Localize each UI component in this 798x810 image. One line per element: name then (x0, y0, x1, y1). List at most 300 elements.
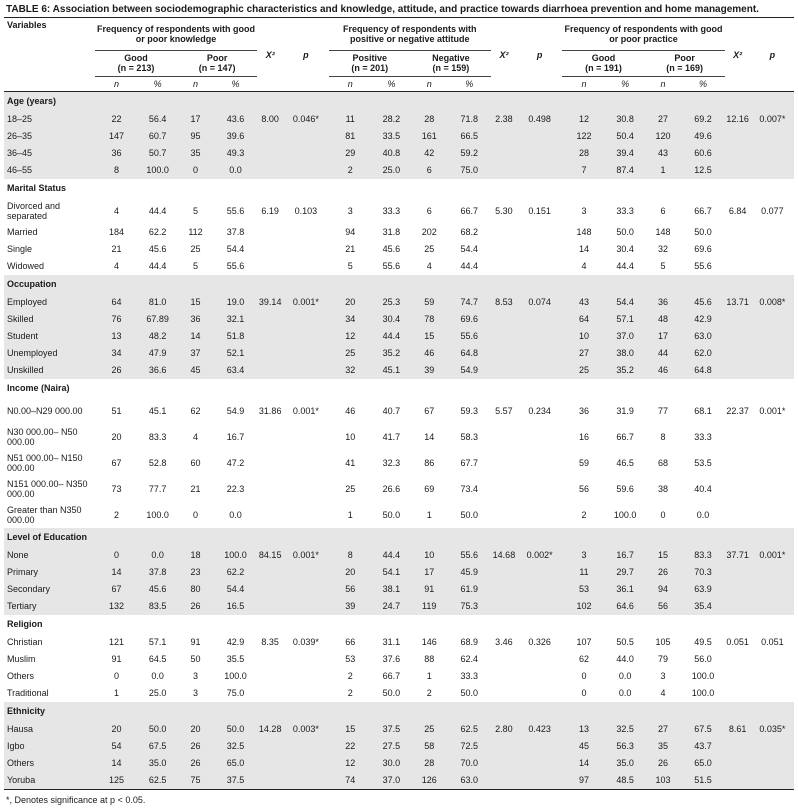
table-row (4, 547, 794, 564)
table-cell: 0 (114, 671, 120, 681)
table-cell: 46 (411, 345, 448, 362)
row-label: Skilled (4, 311, 95, 328)
table-cell: 0.002* (517, 547, 562, 564)
table-cell: 0.0 (214, 162, 257, 179)
table-cell: 36.1 (606, 581, 645, 598)
table-cell (517, 564, 562, 581)
table-cell: 17 (645, 328, 682, 345)
table-cell (517, 241, 562, 258)
table-cell: 1 (645, 162, 682, 179)
table-cell: 0.008* (751, 294, 794, 311)
table-cell: 21 (345, 244, 356, 254)
table-cell: 0.074 (517, 294, 562, 311)
table-cell: 25 (411, 721, 448, 738)
table-cell (725, 651, 751, 668)
table-row (4, 294, 794, 311)
footnote: *, Denotes significance at p < 0.05. (6, 794, 146, 805)
table-cell: 46.5 (616, 457, 634, 468)
table-cell: 45.1 (148, 405, 167, 416)
table-cell: 66 (345, 637, 356, 647)
table-cell: 26 (177, 598, 214, 615)
table-cell (725, 685, 751, 702)
table-cell: 38.0 (606, 345, 645, 362)
table-cell: 32.5 (606, 721, 645, 738)
row-label: Unskilled (4, 362, 95, 379)
table-cell: 37.6 (382, 654, 401, 664)
table-cell: 44.4 (372, 547, 411, 564)
table-cell (257, 685, 283, 702)
table-cell: 11 (562, 564, 605, 581)
table-cell: 25 (562, 362, 605, 379)
row-label: N51 000.00– N150 000.00 (7, 452, 83, 473)
table-cell: 62.5 (138, 772, 177, 790)
table-cell: 43 (562, 294, 605, 311)
table-cell (283, 651, 328, 668)
table-cell: 69.6 (694, 244, 712, 254)
table-cell: 20 (329, 294, 372, 311)
table-cell: 73 (111, 483, 122, 494)
n-header: n (95, 76, 138, 91)
table-cell: 148 (655, 227, 671, 237)
section-title: Marital Status (7, 183, 67, 193)
table-cell: 40.7 (382, 405, 401, 416)
table-cell: 54.9 (226, 405, 245, 416)
table-cell: 32.1 (214, 311, 257, 328)
subgroup-poor-practice: Poor (n = 169) (645, 50, 725, 76)
table-cell: 66.7 (694, 205, 712, 216)
table-cell: 71.8 (448, 111, 491, 128)
table-cell: 87.4 (606, 162, 645, 179)
table-caption: TABLE 6: Association between sociodemographic characteristics and knowledge, attitude, and practice towards diarrhoea prevention and home management. (6, 4, 759, 15)
row-label: None (4, 547, 95, 564)
table-cell (725, 311, 751, 328)
table-cell: 0.051 (726, 637, 749, 647)
table-cell: 37.8 (226, 227, 245, 237)
table-row (4, 111, 794, 128)
table-cell: 30.0 (372, 755, 411, 772)
subgroup-good-practice: Good (n = 191) (562, 50, 644, 76)
table-row (4, 162, 794, 179)
table-cell: 26 (645, 564, 682, 581)
table-cell: 33.3 (694, 431, 712, 442)
table-cell (491, 162, 517, 179)
table-cell: 91 (411, 581, 448, 598)
table-cell (517, 772, 562, 790)
table-cell (257, 311, 283, 328)
table-cell: 62.2 (148, 227, 167, 237)
table-row (4, 581, 794, 598)
table-cell: 61.9 (448, 581, 491, 598)
row-label: 36–45 (4, 145, 95, 162)
table-cell (491, 258, 517, 275)
table-cell: 44.4 (148, 261, 167, 271)
table-cell: 4 (193, 431, 199, 442)
table-cell: 0.0 (618, 671, 632, 681)
table-cell: 37.71 (725, 547, 751, 564)
table-cell: 2 (347, 671, 353, 681)
pct-header: % (214, 76, 257, 91)
row-label: Primary (4, 564, 95, 581)
table-body (4, 91, 794, 789)
table-cell: 60.7 (138, 128, 177, 145)
row-label: N151 000.00– N350 000.00 (7, 478, 88, 499)
table-cell: 147 (95, 128, 138, 145)
table-cell: 18 (177, 547, 214, 564)
table-cell: 70.3 (681, 564, 724, 581)
table-cell: 10 (562, 328, 605, 345)
table-row (4, 564, 794, 581)
row-label: Hausa (4, 721, 95, 738)
table-row (4, 224, 794, 241)
table-cell (491, 224, 517, 241)
table-cell: 63.4 (214, 362, 257, 379)
table-cell: 68.9 (460, 637, 479, 647)
table-cell: 0 (95, 547, 138, 564)
table-cell: 148 (576, 227, 592, 237)
table-cell: 56 (329, 581, 372, 598)
table-cell (517, 224, 562, 241)
table-cell: 31.1 (382, 637, 401, 647)
table-cell (257, 145, 283, 162)
table-cell (517, 502, 562, 528)
table-cell: 25 (190, 244, 201, 254)
table-cell (751, 128, 794, 145)
table-cell: 58 (411, 738, 448, 755)
table-cell (725, 668, 751, 685)
table-cell: 67.5 (681, 721, 724, 738)
table-cell: 65.0 (214, 755, 257, 772)
table-cell (751, 224, 794, 241)
table-cell: 8.53 (491, 294, 517, 311)
table-cell (725, 502, 751, 528)
table-cell: 2 (581, 509, 587, 520)
table-cell: 66.7 (616, 431, 634, 442)
table-cell: 2 (329, 162, 372, 179)
table-cell (725, 598, 751, 615)
table-cell: 3 (193, 671, 199, 681)
table-cell: 67 (111, 457, 122, 468)
table-cell: 48 (645, 311, 682, 328)
n-header: n (645, 76, 682, 91)
table-cell: 50.0 (694, 227, 712, 237)
table-cell: 50.4 (606, 128, 645, 145)
table-cell: 202 (421, 227, 437, 237)
table-cell (491, 362, 517, 379)
table-cell: 60 (190, 457, 201, 468)
table-cell (283, 162, 328, 179)
table-cell: 0.0 (696, 509, 710, 520)
table-cell: 44.4 (372, 328, 411, 345)
table-cell: 80 (177, 581, 214, 598)
table-cell: 69 (424, 483, 435, 494)
table-cell: 68.2 (460, 227, 479, 237)
table-cell: 45 (177, 362, 214, 379)
table-cell (517, 328, 562, 345)
table-cell: 66.5 (448, 128, 491, 145)
table-cell (517, 668, 562, 685)
subgroup-good-knowledge: Good (n = 213) (95, 50, 177, 76)
table-cell: 27 (562, 345, 605, 362)
table-cell: 33.3 (382, 205, 401, 216)
section-header-row (4, 91, 794, 111)
table-cell: 37.5 (372, 721, 411, 738)
table-cell: 51.5 (681, 772, 724, 790)
table-cell (257, 502, 283, 528)
table-cell: 26 (177, 738, 214, 755)
table-cell: 39.6 (214, 128, 257, 145)
table-cell (725, 241, 751, 258)
table-cell: 50 (190, 654, 201, 664)
table-cell: 0.0 (151, 671, 164, 681)
pct-header: % (138, 76, 177, 91)
table-cell: 86 (424, 457, 435, 468)
table-cell: 47.9 (138, 345, 177, 362)
row-label: Tertiary (4, 598, 95, 615)
table-cell: 14 (424, 431, 435, 442)
table-cell: 64.8 (681, 362, 724, 379)
table-cell (725, 450, 751, 476)
table-cell: 15 (177, 294, 214, 311)
table-cell: 3.46 (495, 637, 513, 647)
table-cell: 0.326 (528, 637, 551, 647)
table-cell: 56 (578, 483, 589, 494)
table-cell: 0 (581, 688, 587, 698)
table-cell: 45.6 (138, 581, 177, 598)
table-cell (257, 738, 283, 755)
table-cell: 70.0 (448, 755, 491, 772)
table-row (4, 502, 794, 528)
row-label: Others (7, 671, 35, 681)
table-cell: 15 (329, 721, 372, 738)
table-cell: 26 (95, 362, 138, 379)
pct-header: % (372, 76, 411, 91)
table-cell (257, 564, 283, 581)
table-cell: 17 (177, 111, 214, 128)
table-cell: 51.8 (214, 328, 257, 345)
table-cell: 122 (562, 128, 605, 145)
table-cell (257, 224, 283, 241)
table-cell (751, 651, 794, 668)
row-label: Christian (7, 637, 43, 647)
table-cell: 5.30 (495, 205, 513, 216)
table-cell (517, 162, 562, 179)
table-cell: 184 (109, 227, 125, 237)
table-cell: 65.0 (681, 755, 724, 772)
table-cell: 13.71 (725, 294, 751, 311)
table-cell: 8 (329, 547, 372, 564)
table-cell: 28.2 (372, 111, 411, 128)
table-cell: 77 (657, 405, 668, 416)
table-cell: 37.0 (372, 772, 411, 790)
table-row (4, 145, 794, 162)
table-cell: 95 (177, 128, 214, 145)
table-row (4, 198, 794, 224)
table-cell: 26.6 (382, 483, 401, 494)
table-cell: 56.3 (606, 738, 645, 755)
table-cell (283, 328, 328, 345)
table-cell: 0.001* (292, 405, 319, 416)
table-cell (257, 755, 283, 772)
table-cell: 39.4 (606, 145, 645, 162)
table-cell (257, 651, 283, 668)
table-cell: 2 (426, 688, 432, 698)
table-cell: 16.7 (606, 547, 645, 564)
table-cell: 0.077 (761, 205, 784, 216)
table-cell: 0.001* (759, 405, 786, 416)
table-cell: 35.5 (226, 654, 245, 664)
table-cell: 5.57 (495, 405, 513, 416)
table-cell (517, 738, 562, 755)
table-cell: 67.7 (460, 457, 479, 468)
table-cell: 42.9 (681, 311, 724, 328)
table-cell (491, 145, 517, 162)
table-cell: 26 (177, 755, 214, 772)
table-cell (491, 564, 517, 581)
table-cell: 54 (95, 738, 138, 755)
pct-header: % (681, 76, 724, 91)
section-header-row (4, 275, 794, 294)
table-cell: 27 (645, 721, 682, 738)
table-cell: 132 (95, 598, 138, 615)
section-header-row (4, 615, 794, 634)
table-cell (283, 258, 328, 275)
table-cell (257, 241, 283, 258)
table-cell (283, 241, 328, 258)
table-cell (257, 668, 283, 685)
table-cell (491, 424, 517, 450)
table-cell: 62 (190, 405, 201, 416)
table-cell: 15 (411, 328, 448, 345)
table-cell: 35.2 (606, 362, 645, 379)
table-cell: 6 (660, 205, 666, 216)
table-cell: 50.0 (382, 509, 401, 520)
table-cell (491, 502, 517, 528)
table-cell: 75.0 (448, 162, 491, 179)
table-cell: 12 (329, 328, 372, 345)
table-cell (517, 581, 562, 598)
table-cell: 4 (581, 261, 587, 271)
table-cell: 30.4 (616, 244, 634, 254)
table-cell: 27 (645, 111, 682, 128)
section-title: Ethnicity (4, 702, 95, 721)
table-cell: 10 (411, 547, 448, 564)
table-cell: 0.423 (517, 721, 562, 738)
table-cell (751, 685, 794, 702)
table-cell: 69.2 (681, 111, 724, 128)
table-cell: 100.0 (214, 547, 257, 564)
table-cell: 67 (424, 405, 435, 416)
table-cell: 62.5 (448, 721, 491, 738)
table-cell: 3 (660, 671, 666, 681)
section-title: Occupation (4, 275, 95, 294)
table-cell: 52.8 (148, 457, 167, 468)
table-cell: 59.3 (460, 405, 479, 416)
table-cell: 35 (177, 145, 214, 162)
table-cell: 38 (657, 483, 668, 494)
table-cell: 43 (645, 145, 682, 162)
row-label: N0.00–N29 000.00 (7, 405, 83, 416)
table-cell: 0.003* (283, 721, 328, 738)
row-label: Student (4, 328, 95, 345)
table-cell: 55.6 (226, 205, 245, 216)
table-row (4, 311, 794, 328)
table-cell: 74.7 (448, 294, 491, 311)
table-cell: 69.6 (448, 311, 491, 328)
table-cell: 54.4 (226, 244, 245, 254)
table-cell (751, 772, 794, 790)
table-cell: 62 (578, 654, 589, 664)
table-cell: 35.4 (681, 598, 724, 615)
table-cell: 91 (190, 637, 201, 647)
table-cell (491, 128, 517, 145)
table-cell: 29 (329, 145, 372, 162)
table-cell: 59.2 (448, 145, 491, 162)
table-cell (751, 668, 794, 685)
table-cell: 63.0 (448, 772, 491, 790)
row-label: 46–55 (4, 162, 95, 179)
table-cell: 55.6 (448, 547, 491, 564)
table-cell (725, 424, 751, 450)
table-cell: 34 (329, 311, 372, 328)
table-cell (725, 738, 751, 755)
table-cell: 35 (645, 738, 682, 755)
table-cell: 46 (345, 405, 356, 416)
table-cell (725, 362, 751, 379)
table-cell: 50.0 (138, 721, 177, 738)
table-cell: 57.1 (606, 311, 645, 328)
table-row (4, 755, 794, 772)
table-cell: 22 (95, 111, 138, 128)
table-cell: 20 (95, 721, 138, 738)
table-cell: 4 (426, 261, 432, 271)
table-cell: 0.039* (292, 637, 319, 647)
table-cell: 55.6 (226, 261, 245, 271)
table-cell: 54.1 (372, 564, 411, 581)
table-cell (283, 564, 328, 581)
table-cell: 24.7 (372, 598, 411, 615)
table-cell: 0.151 (528, 205, 551, 216)
table-cell (725, 224, 751, 241)
table-cell: 64 (562, 311, 605, 328)
table-cell: 62.4 (460, 654, 479, 664)
table-cell (491, 241, 517, 258)
table-cell: 146 (421, 637, 437, 647)
table-cell: 100.0 (146, 509, 169, 520)
table-cell: 45.1 (372, 362, 411, 379)
table-cell (257, 128, 283, 145)
table-cell: 54.4 (606, 294, 645, 311)
table-cell: 83.3 (148, 431, 167, 442)
table-cell (283, 502, 328, 528)
table-row (4, 328, 794, 345)
table-cell: 22 (329, 738, 372, 755)
table-row (4, 685, 794, 702)
table-cell: 43.7 (681, 738, 724, 755)
table-cell: 20 (111, 431, 122, 442)
table-cell (751, 502, 794, 528)
table-cell (283, 755, 328, 772)
table-cell: 52.1 (214, 345, 257, 362)
table-cell (517, 651, 562, 668)
table-cell (725, 755, 751, 772)
section-title: Religion (7, 619, 43, 629)
table-cell (283, 362, 328, 379)
table-cell: 91 (111, 654, 122, 664)
table-cell: 14.28 (257, 721, 283, 738)
table-cell: 2.38 (491, 111, 517, 128)
n-header: n (329, 76, 372, 91)
table-cell: 0.001* (283, 547, 328, 564)
